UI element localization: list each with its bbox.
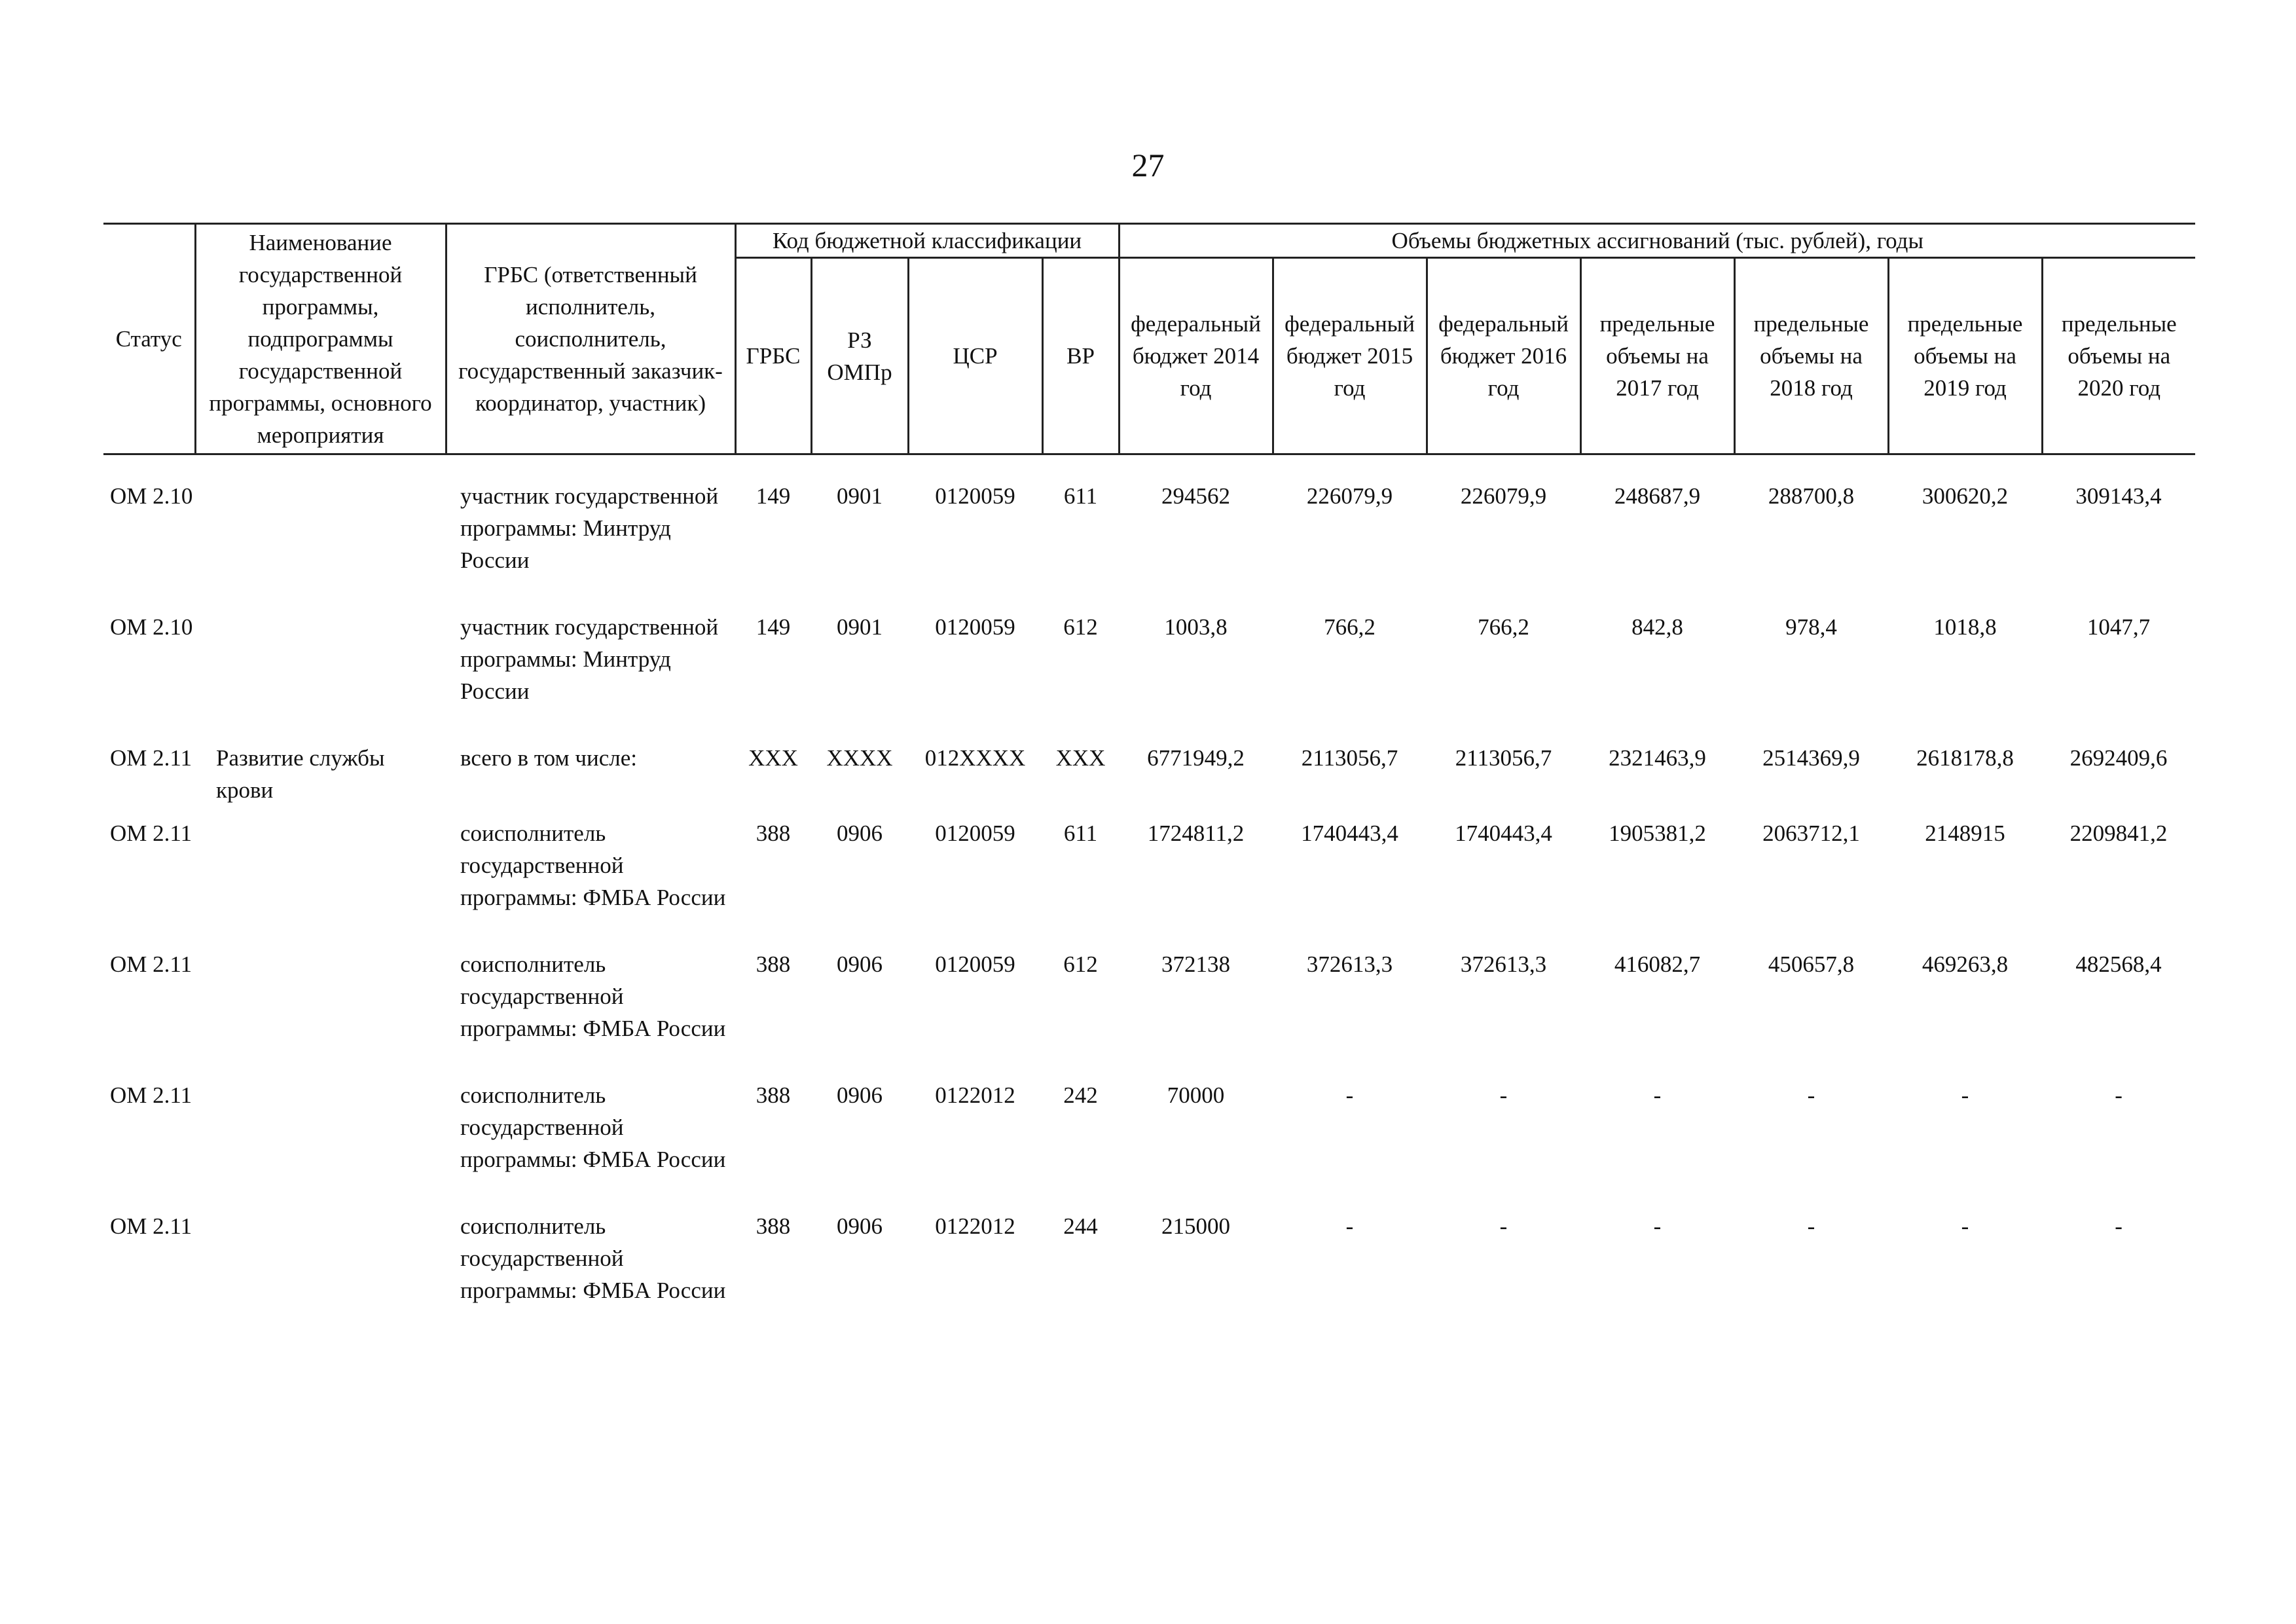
- row-value-2020: 309143,4: [2075, 483, 2162, 509]
- row-value-2016: 766,2: [1478, 614, 1529, 640]
- row-code-rz: XXXX: [826, 745, 893, 771]
- header-status: Статус: [103, 224, 195, 454]
- row-code-rz: 0906: [837, 1082, 883, 1108]
- row-code-rz: 0901: [837, 483, 883, 509]
- row-value-2017: 416082,7: [1614, 951, 1701, 977]
- row-value-2019: 2618178,8: [1916, 745, 2014, 771]
- row-value-2016: 2113056,7: [1455, 745, 1552, 771]
- table-row: [103, 611, 2195, 742]
- row-code-csr: 012XXXX: [924, 745, 1026, 771]
- row-value-2015: 226079,9: [1306, 483, 1393, 509]
- row-code-vr: 612: [1063, 951, 1098, 977]
- row-code-rz: 0906: [837, 821, 883, 846]
- row-value-2019: 469263,8: [1922, 951, 2009, 977]
- table-header: [103, 224, 2195, 454]
- row-value-2020: -: [2115, 1082, 2123, 1108]
- table-row: [103, 742, 2195, 817]
- row-name: [195, 948, 446, 1079]
- row-status: ОМ 2.11: [110, 745, 192, 771]
- row-value-2014: 215000: [1161, 1213, 1230, 1239]
- row-value-2014: 70000: [1167, 1082, 1225, 1108]
- header-code-csr: ЦСР: [908, 258, 1042, 454]
- row-code-grbs: 388: [756, 821, 791, 846]
- row-value-2019: 2148915: [1925, 821, 2005, 846]
- header-code-vr: ВР: [1042, 258, 1119, 454]
- header-year-2018: предельные объемы на 2018 год: [1734, 258, 1888, 454]
- row-value-2015: 766,2: [1324, 614, 1376, 640]
- header-volumes-group: Объемы бюджетных ассигнований (тыс. рублей), годы: [1119, 224, 2195, 258]
- row-value-2020: 1047,7: [2086, 614, 2151, 640]
- row-status: ОМ 2.10: [110, 614, 193, 640]
- row-value-2018: -: [1807, 1213, 1815, 1239]
- row-value-2019: -: [1961, 1213, 1969, 1239]
- header-year-2014: федеральный бюджет 2014 год: [1119, 258, 1273, 454]
- table-row: [103, 817, 2195, 948]
- row-value-2020: 482568,4: [2075, 951, 2162, 977]
- row-code-csr: 0120059: [935, 614, 1015, 640]
- row-code-csr: 0120059: [935, 483, 1015, 509]
- row-value-2015: -: [1345, 1213, 1354, 1239]
- row-code-grbs: 388: [756, 1082, 791, 1108]
- row-code-vr: XXX: [1055, 745, 1106, 771]
- table-body: [103, 454, 2195, 1342]
- header-code-group: Код бюджетной классификации: [735, 224, 1119, 258]
- row-status: ОМ 2.11: [110, 1082, 192, 1108]
- row-value-2017: 842,8: [1631, 614, 1683, 640]
- row-value-2020: -: [2115, 1213, 2123, 1239]
- row-value-2018: 978,4: [1785, 614, 1837, 640]
- row-value-2016: -: [1499, 1213, 1508, 1239]
- row-code-vr: 242: [1063, 1082, 1098, 1108]
- row-grbs-desc: соисполнитель государственной программы: ФМБА России: [460, 951, 726, 1041]
- header-year-2020: предельные объемы на 2020 год: [2042, 258, 2195, 454]
- row-value-2016: -: [1499, 1082, 1508, 1108]
- row-status: ОМ 2.10: [110, 483, 193, 509]
- row-value-2018: 2514369,9: [1762, 745, 1860, 771]
- header-year-2019: предельные объемы на 2019 год: [1888, 258, 2042, 454]
- row-name: [195, 817, 446, 948]
- table-row: [103, 948, 2195, 1079]
- header-year-2015: федеральный бюджет 2015 год: [1273, 258, 1427, 454]
- row-value-2017: 248687,9: [1614, 483, 1701, 509]
- page-number: 27: [1131, 147, 1165, 183]
- row-code-grbs: 388: [756, 1213, 791, 1239]
- header-code-rz: РЗ ОМПр: [811, 258, 908, 454]
- row-code-grbs: 149: [756, 483, 791, 509]
- row-code-grbs: XXX: [748, 745, 798, 771]
- row-value-2018: 2063712,1: [1762, 821, 1860, 846]
- row-code-csr: 0122012: [935, 1082, 1015, 1108]
- row-code-grbs: 149: [756, 614, 791, 640]
- row-value-2019: 1018,8: [1933, 614, 1997, 640]
- row-value-2017: -: [1653, 1213, 1662, 1239]
- row-value-2014: 1003,8: [1164, 614, 1228, 640]
- row-code-vr: 611: [1063, 821, 1098, 846]
- row-value-2018: -: [1807, 1082, 1815, 1108]
- row-status: ОМ 2.11: [110, 951, 192, 977]
- row-status: ОМ 2.11: [110, 1213, 192, 1239]
- row-value-2015: 2113056,7: [1301, 745, 1398, 771]
- row-code-vr: 244: [1063, 1213, 1098, 1239]
- header-name: Наименование государственной программы, подпрограммы государственной программы, основного мероприятия: [195, 224, 446, 454]
- row-name: [195, 1079, 446, 1210]
- row-value-2014: 294562: [1161, 483, 1230, 509]
- row-name: [195, 480, 446, 611]
- row-code-grbs: 388: [756, 951, 791, 977]
- row-value-2015: -: [1345, 1082, 1354, 1108]
- row-value-2017: 1905381,2: [1609, 821, 1706, 846]
- row-name: Развитие службы крови: [216, 745, 385, 803]
- header-year-2016: федеральный бюджет 2016 год: [1427, 258, 1580, 454]
- row-value-2020: 2692409,6: [2069, 745, 2168, 771]
- row-value-2018: 288700,8: [1768, 483, 1855, 509]
- row-grbs-desc: участник государственной программы: Минтруд России: [460, 483, 719, 573]
- row-code-vr: 612: [1063, 614, 1098, 640]
- row-value-2016: 226079,9: [1460, 483, 1547, 509]
- row-code-csr: 0122012: [935, 1213, 1015, 1239]
- row-value-2017: 2321463,9: [1609, 745, 1706, 771]
- row-grbs-desc: всего в том числе:: [460, 745, 637, 771]
- row-code-rz: 0906: [837, 951, 883, 977]
- row-value-2019: 300620,2: [1922, 483, 2009, 509]
- row-code-csr: 0120059: [935, 951, 1015, 977]
- row-value-2017: -: [1653, 1082, 1662, 1108]
- row-value-2020: 2209841,2: [2069, 821, 2168, 846]
- row-value-2015: 372613,3: [1306, 951, 1393, 977]
- header-grbs-desc: ГРБС (ответственный исполнитель, соисполнитель, государственный заказчик-координатор, участник): [446, 224, 735, 454]
- row-value-2014: 6771949,2: [1147, 745, 1245, 771]
- row-value-2016: 1740443,4: [1455, 821, 1552, 846]
- row-code-rz: 0906: [837, 1213, 883, 1239]
- table-row: [103, 480, 2195, 611]
- header-code-grbs: ГРБС: [735, 258, 811, 454]
- budget-table: [103, 223, 2195, 1341]
- row-value-2016: 372613,3: [1460, 951, 1547, 977]
- row-value-2019: -: [1961, 1082, 1969, 1108]
- row-code-vr: 611: [1063, 483, 1098, 509]
- table-row: [103, 1079, 2195, 1210]
- body-spacer: [103, 454, 2195, 481]
- row-grbs-desc: соисполнитель государственной программы: ФМБА России: [460, 1082, 726, 1172]
- header-year-2017: предельные объемы на 2017 год: [1580, 258, 1734, 454]
- row-value-2014: 372138: [1161, 951, 1230, 977]
- row-value-2018: 450657,8: [1768, 951, 1855, 977]
- row-name: [195, 1210, 446, 1341]
- row-value-2015: 1740443,4: [1301, 821, 1398, 846]
- row-status: ОМ 2.11: [110, 821, 192, 846]
- row-grbs-desc: соисполнитель государственной программы: ФМБА России: [460, 821, 726, 910]
- row-value-2014: 1724811,2: [1147, 821, 1245, 846]
- row-name: [195, 611, 446, 742]
- row-grbs-desc: участник государственной программы: Минтруд России: [460, 614, 719, 704]
- table-row: [103, 1210, 2195, 1341]
- row-code-csr: 0120059: [935, 821, 1015, 846]
- row-code-rz: 0901: [837, 614, 883, 640]
- row-grbs-desc: соисполнитель государственной программы: ФМБА России: [460, 1213, 726, 1303]
